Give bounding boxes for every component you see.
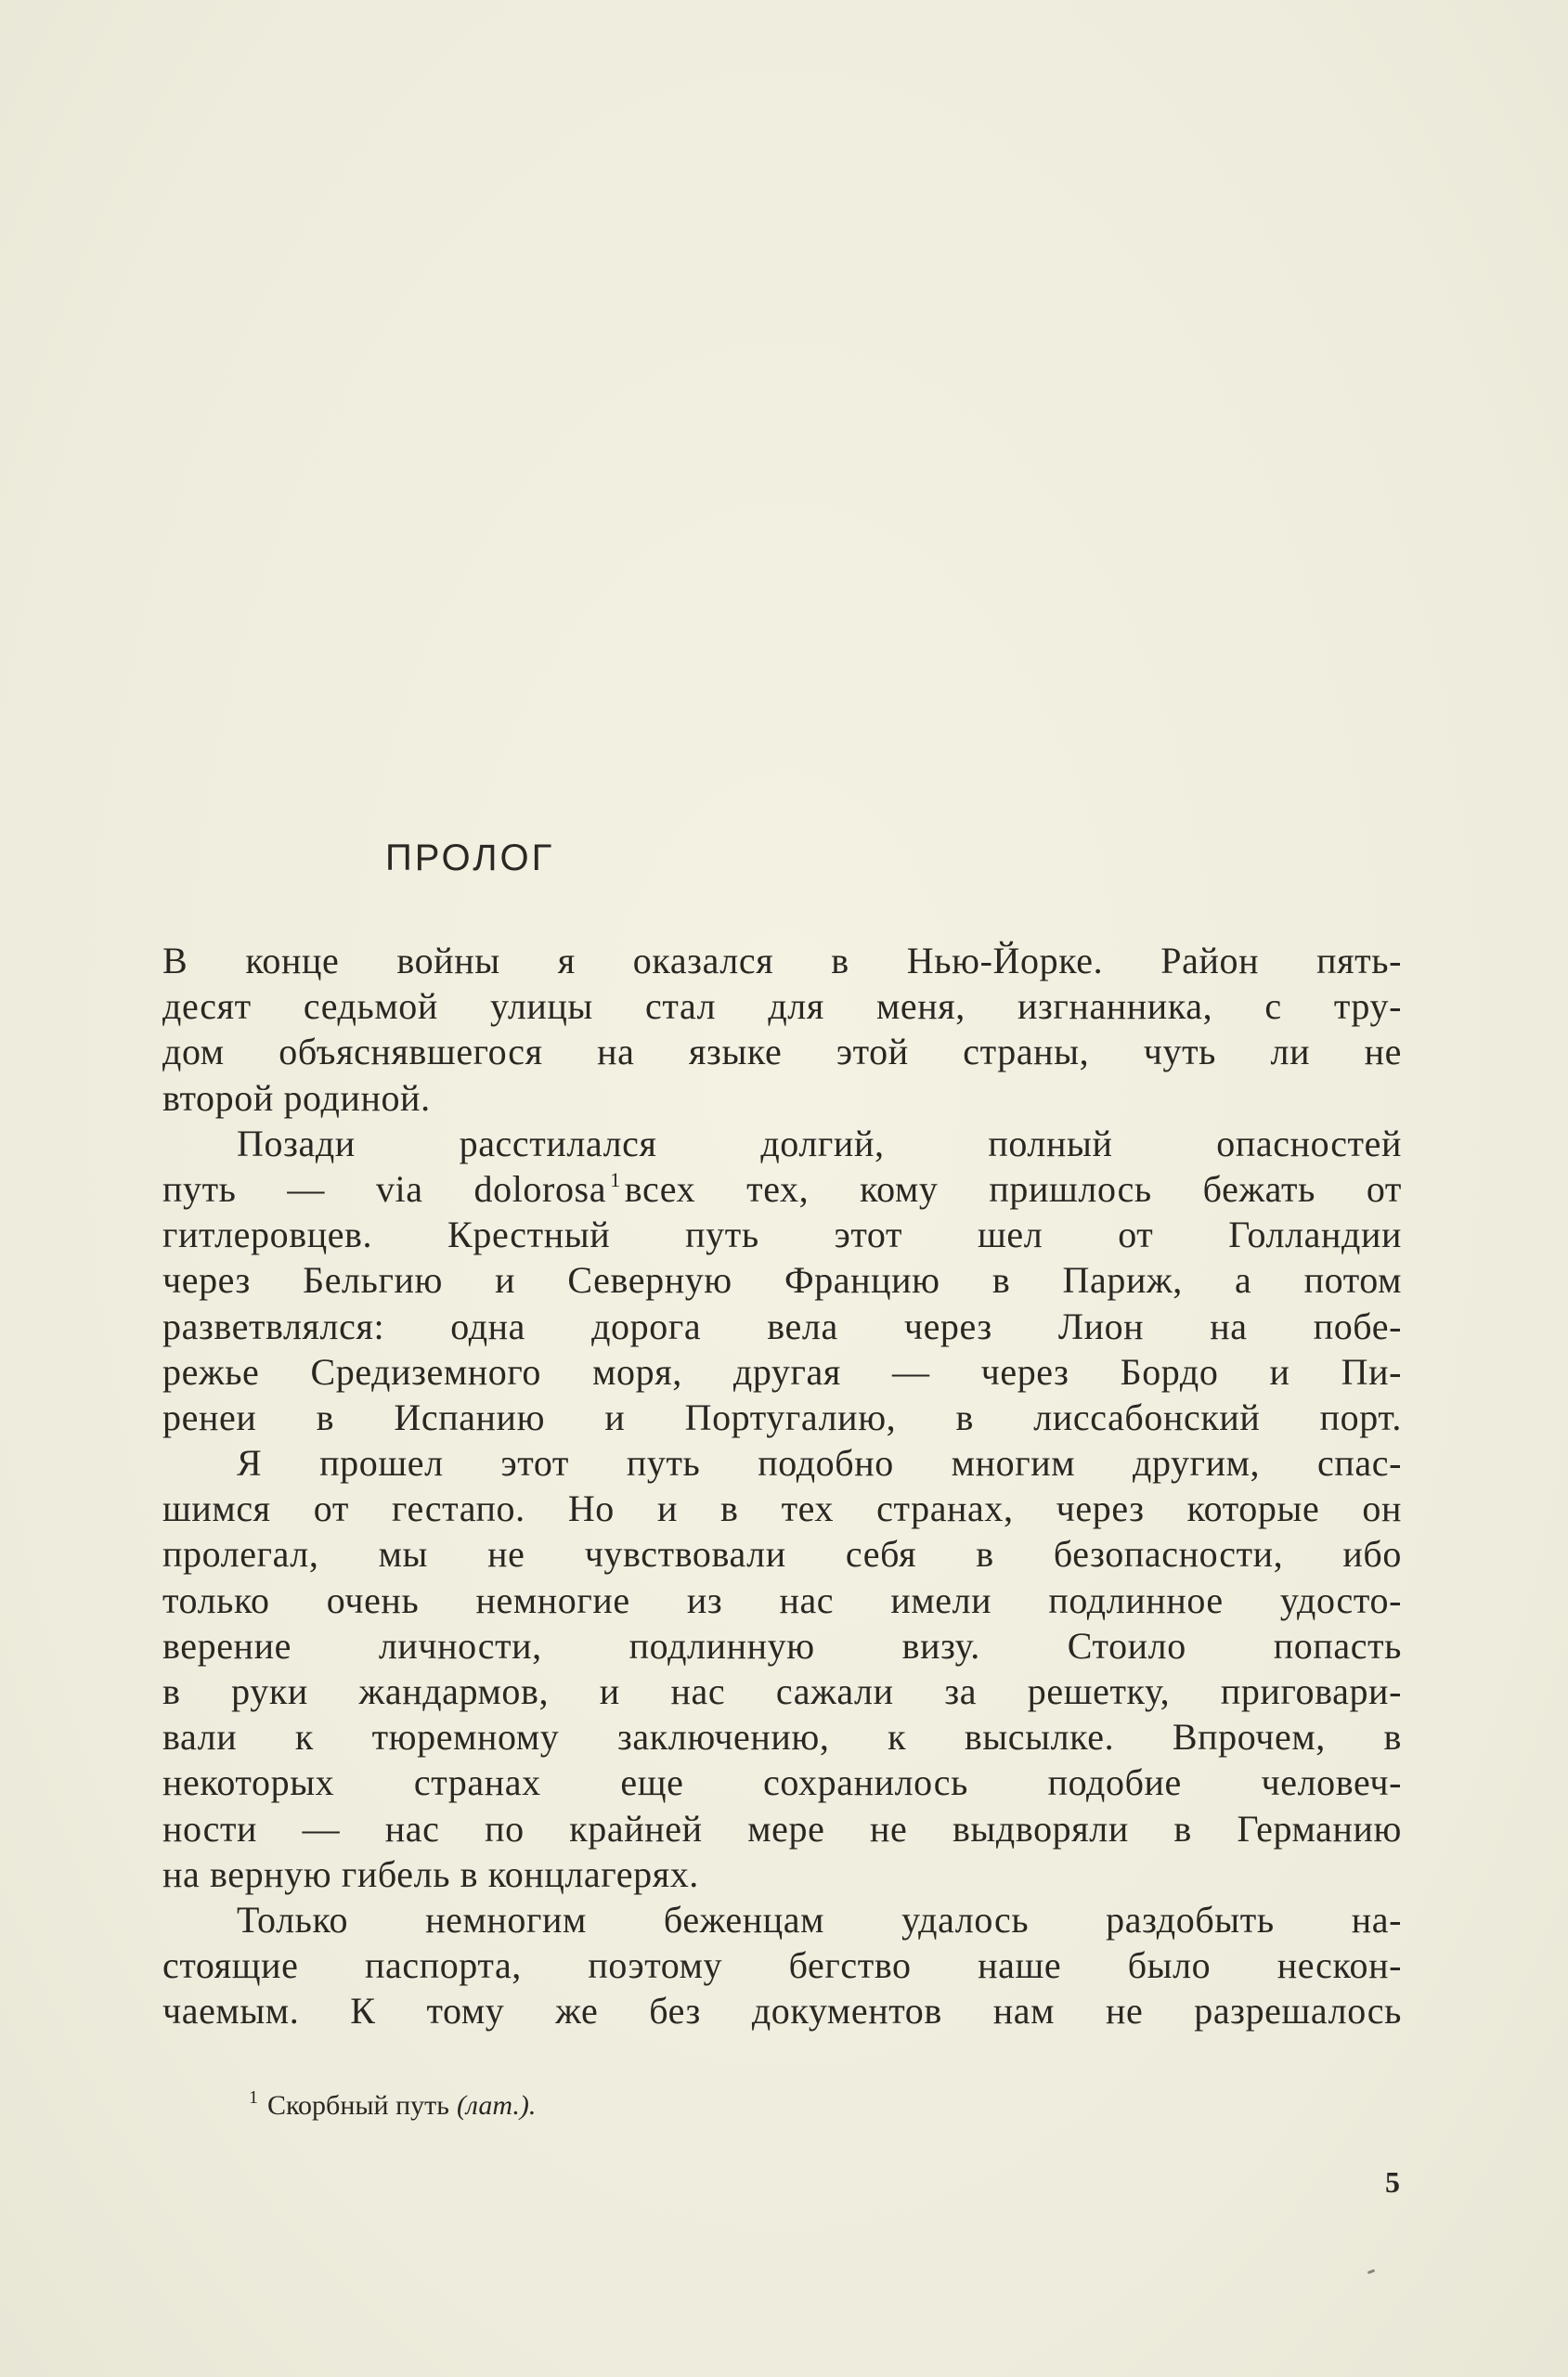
- text-line: ности — нас по крайней мере не выдворяли в Германию: [162, 1807, 1402, 1850]
- text-line: ренеи в Испанию и Португалию, в лиссабонский порт.: [162, 1396, 1402, 1438]
- text-line: пролегал, мы не чувствовали себя в безопасности, ибо: [162, 1533, 1402, 1576]
- text-line-with-footnote: [162, 1166, 1402, 1212]
- text-line: только очень немногие из нас имели подлинное удосто-: [162, 1578, 1402, 1621]
- text-line: режье Средиземного моря, другая — через Бордо и Пи-: [162, 1350, 1402, 1393]
- text-line: Позади расстилался долгий, полный опасностей: [237, 1122, 1402, 1164]
- text-line: десят седьмой улицы стал для меня, изгнанника, с тру-: [162, 985, 1402, 1028]
- footnote-number: 1: [249, 2087, 258, 2108]
- text-line: на верную гибель в концлагерях.: [162, 1852, 699, 1895]
- text-line: дом объяснявшегося на языке этой страны, чуть ли не: [162, 1031, 1402, 1073]
- paper-speck: [1367, 2269, 1376, 2275]
- text-line: чаемым. К тому же без документов нам не разрешалось: [162, 1990, 1402, 2033]
- text-line: разветвлялся: одна дорога вела через Лион на побе-: [162, 1305, 1402, 1347]
- text-line: второй родиной.: [162, 1076, 431, 1119]
- text-line: В конце войны я оказался в Нью-Йорке. Район пять-: [162, 940, 1402, 981]
- text-fragment: всех тех, кому пришлось бежать от: [624, 1167, 1402, 1210]
- text-line: верение личности, подлинную визу. Стоило попасть: [162, 1624, 1402, 1667]
- text-line: гитлеровцев. Крестный путь этот шел от Голландии: [162, 1214, 1402, 1256]
- page-number: 5: [1385, 2165, 1400, 2199]
- footnote: [249, 2087, 537, 2122]
- text-line: Только немногим беженцам удалось раздобыть на-: [237, 1898, 1402, 1941]
- text-line: шимся от гестапо. Но и в тех странах, через которые он: [162, 1487, 1402, 1530]
- text-line: Я прошел этот путь подобно многим другим, спас-: [237, 1442, 1402, 1485]
- text-line: через Бельгию и Северную Францию в Париж, а потом: [162, 1259, 1402, 1302]
- footnote-text: Скорбный путь: [267, 2090, 449, 2121]
- text-line: вали к тюремному заключению, к высылке. Впрочем, в: [162, 1716, 1402, 1759]
- chapter-heading: ПРОЛОГ: [385, 838, 555, 878]
- text-line: в руки жандармов, и нас сажали за решетку, приговари-: [162, 1670, 1402, 1712]
- footnote-language-note: (лат.).: [456, 2090, 537, 2121]
- footnote-marker: 1: [610, 1167, 621, 1191]
- text-line: некоторых странах еще сохранилось подобие человеч-: [162, 1761, 1402, 1804]
- prologue-body: [162, 938, 1402, 2034]
- text-line: стоящие паспорта, поэтому бегство наше было нескон-: [162, 1944, 1402, 1987]
- text-fragment: путь — via dolorosa: [162, 1167, 607, 1210]
